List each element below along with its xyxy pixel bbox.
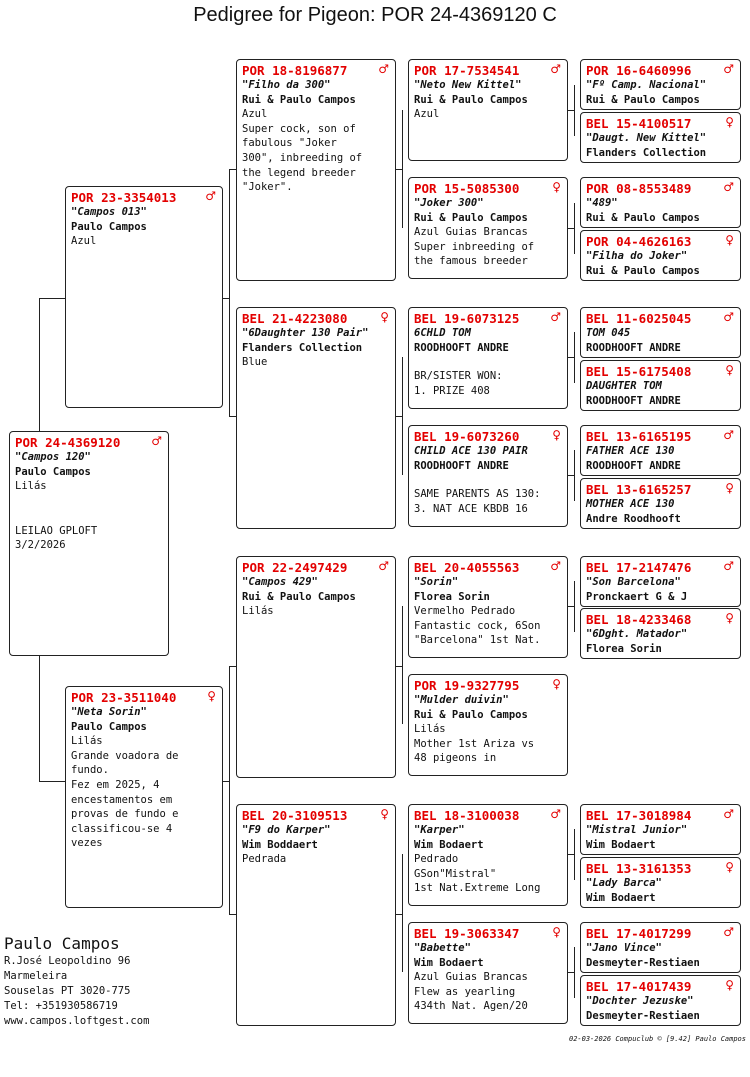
sire-card[interactable] — [65, 186, 223, 408]
pigeon-notes: Flew as yearling 434th Nat. Agen/20 — [414, 985, 528, 1013]
ring-number: POR 15-5085300 — [414, 181, 520, 196]
owner-name: Andre Roodhooft — [586, 512, 681, 525]
pigeon-name: "Campos 120" — [15, 451, 91, 463]
male-icon: ♂ — [723, 559, 734, 573]
pigeon-color: Pedrada — [242, 853, 287, 866]
male-icon: ♂ — [378, 62, 389, 76]
breeder-info — [4, 934, 149, 1029]
pigeon-notes: Super inbreeding of the famous breeder — [414, 240, 535, 268]
ring-number: BEL 17-4017439 — [586, 979, 692, 994]
female-icon: ♀ — [380, 310, 389, 324]
pigeon-name: FATHER ACE 130 — [586, 445, 675, 457]
ring-number: POR 23-3511040 — [71, 690, 177, 705]
owner-name: Wim Bodaert — [414, 956, 484, 969]
dam-card[interactable] — [65, 686, 223, 908]
breeder-name: Paulo Campos — [4, 934, 120, 953]
male-icon: ♂ — [550, 310, 561, 324]
owner-name: Rui & Paulo Campos — [414, 708, 528, 721]
female-icon: ♀ — [552, 677, 561, 691]
sdd-sire-card[interactable] — [580, 425, 741, 476]
breeder-address-street: R.José Leopoldino 96 — [4, 955, 131, 967]
ring-number: POR 08-8553489 — [586, 181, 692, 196]
female-icon: ♀ — [380, 807, 389, 821]
owner-name: Rui & Paulo Campos — [242, 93, 356, 106]
ring-number: BEL 20-4055563 — [414, 560, 520, 575]
pigeon-color: Lilás — [15, 480, 47, 493]
owner-name: Wim Bodaert — [586, 891, 656, 904]
owner-name: Florea Sorin — [586, 642, 662, 655]
pigeon-color: Azul Guias Brancas — [414, 971, 528, 984]
breeder-address-city: Souselas PT 3020-775 — [4, 985, 131, 997]
male-icon: ♂ — [205, 189, 216, 203]
female-icon: ♀ — [725, 115, 734, 129]
male-icon: ♂ — [723, 62, 734, 76]
female-icon: ♀ — [725, 233, 734, 247]
pigeon-notes: Grande voadora de fundo. Fez em 2025, 4 encestamentos em provas de fundo e classificou-se 4 vezes — [71, 749, 179, 850]
pigeon-color: Lilás — [414, 723, 446, 736]
female-icon: ♀ — [725, 363, 734, 377]
pigeon-name: "Fº Camp. Nacional" — [586, 79, 707, 91]
owner-name: Rui & Paulo Campos — [242, 590, 356, 603]
ring-number: BEL 18-3100038 — [414, 808, 520, 823]
owner-name: Florea Sorin — [414, 590, 490, 603]
pigeon-name: "Joker 300" — [414, 197, 484, 209]
dss-dam-card[interactable] — [580, 608, 741, 659]
page-title: Pedigree for Pigeon: POR 24-4369120 C — [193, 4, 557, 26]
male-icon: ♂ — [723, 310, 734, 324]
breeder-website[interactable]: www.campos.loftgest.com — [4, 1015, 150, 1027]
female-icon: ♀ — [552, 428, 561, 442]
ring-number: POR 17-7534541 — [414, 63, 520, 78]
sd-dam-card[interactable] — [408, 425, 568, 527]
ds-sire-card[interactable] — [408, 556, 568, 658]
male-icon: ♂ — [723, 925, 734, 939]
ssd-dam-card[interactable] — [580, 230, 741, 281]
dam-dam-card[interactable] — [236, 804, 396, 1026]
ring-number: BEL 13-6165257 — [586, 482, 692, 497]
ddd-dam-card[interactable] — [580, 975, 741, 1026]
ddd-sire-card[interactable] — [580, 922, 741, 973]
owner-name: Paulo Campos — [71, 720, 147, 733]
subject-card[interactable] — [9, 431, 169, 656]
ring-number: BEL 17-2147476 — [586, 560, 692, 575]
female-icon: ♀ — [207, 689, 216, 703]
pigeon-color: Lilás — [71, 735, 103, 748]
ring-number: BEL 19-3063347 — [414, 926, 520, 941]
owner-name: Rui & Paulo Campos — [586, 93, 700, 106]
pigeon-color: Azul Guias Brancas — [414, 226, 528, 239]
ss-sire-card[interactable] — [408, 59, 568, 161]
ring-number: POR 16-6460996 — [586, 63, 692, 78]
dd-dam-card[interactable] — [408, 922, 568, 1024]
male-icon: ♂ — [723, 807, 734, 821]
ring-number: BEL 17-3018984 — [586, 808, 692, 823]
pigeon-notes: BR/SISTER WON: 1. PRIZE 408 — [414, 370, 503, 397]
pigeon-name: "Filha do Joker" — [586, 250, 688, 262]
owner-name: ROODHOOFT ANDRE — [586, 394, 681, 407]
pigeon-color: Azul — [242, 108, 268, 121]
pigeon-name: "6Dght. Matador" — [586, 628, 688, 640]
pigeon-color: Vermelho Pedrado — [414, 605, 516, 618]
sds-dam-card[interactable] — [580, 360, 741, 411]
male-icon: ♂ — [550, 559, 561, 573]
owner-name: Desmeyter-Restiaen — [586, 956, 700, 969]
pigeon-name: "Mulder duivin" — [414, 694, 509, 706]
female-icon: ♀ — [725, 611, 734, 625]
owner-name: Wim Bodaert — [586, 838, 656, 851]
dds-sire-card[interactable] — [580, 804, 741, 855]
pigeon-name: "Karper" — [414, 824, 465, 836]
owner-name: Rui & Paulo Campos — [414, 93, 528, 106]
pigeon-name: "Neta Sorin" — [71, 706, 147, 718]
ring-number: BEL 11-6025045 — [586, 311, 692, 326]
pigeon-name: "Mistral Junior" — [586, 824, 688, 836]
breeder-address-locality: Marmeleira — [4, 970, 68, 982]
male-icon: ♂ — [151, 434, 162, 448]
pigeon-notes: Super cock, son of fabulous "Joker 300", inbreeding of the legend breeder "Joker". — [242, 122, 363, 194]
breeder-phone: Tel: +351930586719 — [4, 1000, 118, 1012]
dss-sire-card[interactable] — [580, 556, 741, 607]
pigeon-color: Pedrado — [414, 853, 459, 866]
pigeon-notes: Mother 1st Ariza vs 48 pigeons in — [414, 737, 535, 765]
owner-name: ROODHOOFT ANDRE — [586, 459, 681, 472]
pigeon-name: "Son Barcelona" — [586, 576, 681, 588]
ring-number: BEL 17-4017299 — [586, 926, 692, 941]
owner-name: Wim Boddaert — [242, 838, 318, 851]
owner-name: Rui & Paulo Campos — [414, 211, 528, 224]
ring-number: BEL 19-6073260 — [414, 429, 520, 444]
owner-name: Rui & Paulo Campos — [586, 211, 700, 224]
female-icon: ♀ — [552, 180, 561, 194]
pigeon-name: "F9 do Karper" — [242, 824, 331, 836]
ring-number: BEL 13-6165195 — [586, 429, 692, 444]
sire-dam-card[interactable] — [236, 307, 396, 529]
male-icon: ♂ — [378, 559, 389, 573]
pigeon-name: "Neto New Kittel" — [414, 79, 522, 91]
sds-sire-card[interactable] — [580, 307, 741, 358]
pigeon-name: "Dochter Jezuske" — [586, 995, 694, 1007]
pigeon-name: "Lady Barca" — [586, 877, 662, 889]
male-icon: ♂ — [723, 428, 734, 442]
pigeon-name: "Campos 429" — [242, 576, 318, 588]
sss-sire-card[interactable] — [580, 59, 741, 110]
sire-sire-card[interactable] — [236, 59, 396, 281]
female-icon: ♀ — [552, 925, 561, 939]
pigeon-name: DAUGHTER TOM — [586, 380, 662, 392]
pigeon-notes: LEILAO GPLOFT 3/2/2026 — [15, 524, 98, 552]
dds-dam-card[interactable] — [580, 857, 741, 908]
ring-number: POR 24-4369120 — [15, 435, 121, 450]
ring-number: BEL 19-6073125 — [414, 311, 520, 326]
owner-name: Paulo Campos — [15, 465, 91, 478]
ss-dam-card[interactable] — [408, 177, 568, 279]
female-icon: ♀ — [725, 481, 734, 495]
footer-credit: 02-03-2026 Compuclub © [9.42] Paulo Campos — [568, 1035, 746, 1043]
pigeon-name: CHILD ACE 130 PAIR — [414, 445, 528, 457]
ring-number: POR 22-2497429 — [242, 560, 348, 575]
owner-name: Pronckaert G & J — [586, 590, 688, 603]
pigeon-name: 6CHLD TOM — [414, 327, 471, 339]
male-icon: ♂ — [723, 180, 734, 194]
ring-number: BEL 15-4100517 — [586, 116, 692, 131]
ring-number: BEL 15-6175408 — [586, 364, 692, 379]
owner-name: ROODHOOFT ANDRE — [414, 459, 509, 472]
pigeon-name: "Babette" — [414, 942, 471, 954]
ring-number: POR 18-8196877 — [242, 63, 348, 78]
ds-dam-card[interactable] — [408, 674, 568, 776]
sd-sire-card[interactable] — [408, 307, 568, 409]
pigeon-name: "Jano Vince" — [586, 942, 662, 954]
owner-name: Flanders Collection — [242, 341, 363, 354]
pigeon-color: Azul — [414, 108, 440, 121]
ring-number: POR 04-4626163 — [586, 234, 692, 249]
owner-name: ROODHOOFT ANDRE — [414, 341, 509, 354]
owner-name: Wim Bodaert — [414, 838, 484, 851]
pigeon-name: "Sorin" — [414, 576, 459, 588]
owner-name: Paulo Campos — [71, 220, 147, 233]
ring-number: POR 23-3354013 — [71, 190, 177, 205]
owner-name: Flanders Collection — [586, 146, 707, 159]
male-icon: ♂ — [550, 62, 561, 76]
pigeon-notes: SAME PARENTS AS 130: 3. NAT ACE KBDB 16 — [414, 488, 541, 515]
pigeon-notes: Fantastic cock, 6Son "Barcelona" 1st Nat. — [414, 619, 541, 647]
dam-sire-card[interactable] — [236, 556, 396, 778]
pigeon-name: "Daugt. New Kittel" — [586, 132, 707, 144]
male-icon: ♂ — [550, 807, 561, 821]
female-icon: ♀ — [725, 978, 734, 992]
ring-number: BEL 21-4223080 — [242, 311, 348, 326]
sdd-dam-card[interactable] — [580, 478, 741, 529]
owner-name: ROODHOOFT ANDRE — [586, 341, 681, 354]
ring-number: BEL 13-3161353 — [586, 861, 692, 876]
sss-dam-card[interactable] — [580, 112, 741, 163]
pigeon-name: "6Daughter 130 Pair" — [242, 327, 369, 339]
ssd-sire-card[interactable] — [580, 177, 741, 228]
pigeon-name: "Filho da 300" — [242, 79, 331, 91]
owner-name: Desmeyter-Restiaen — [586, 1009, 700, 1022]
dd-sire-card[interactable] — [408, 804, 568, 906]
ring-number: POR 19-9327795 — [414, 678, 520, 693]
pigeon-color: Blue — [242, 356, 268, 369]
pigeon-name: MOTHER ACE 130 — [586, 498, 675, 510]
ring-number: BEL 18-4233468 — [586, 612, 692, 627]
pigeon-color: Azul — [71, 235, 97, 248]
pigeon-name: TOM 045 — [586, 327, 631, 339]
pigeon-name: "Campos 013" — [71, 206, 147, 218]
pigeon-color: Lilás — [242, 605, 274, 618]
pigeon-notes: GSon"Mistral" 1st Nat.Extreme Long — [414, 867, 541, 895]
owner-name: Rui & Paulo Campos — [586, 264, 700, 277]
ring-number: BEL 20-3109513 — [242, 808, 348, 823]
pigeon-name: "489" — [586, 197, 618, 209]
female-icon: ♀ — [725, 860, 734, 874]
